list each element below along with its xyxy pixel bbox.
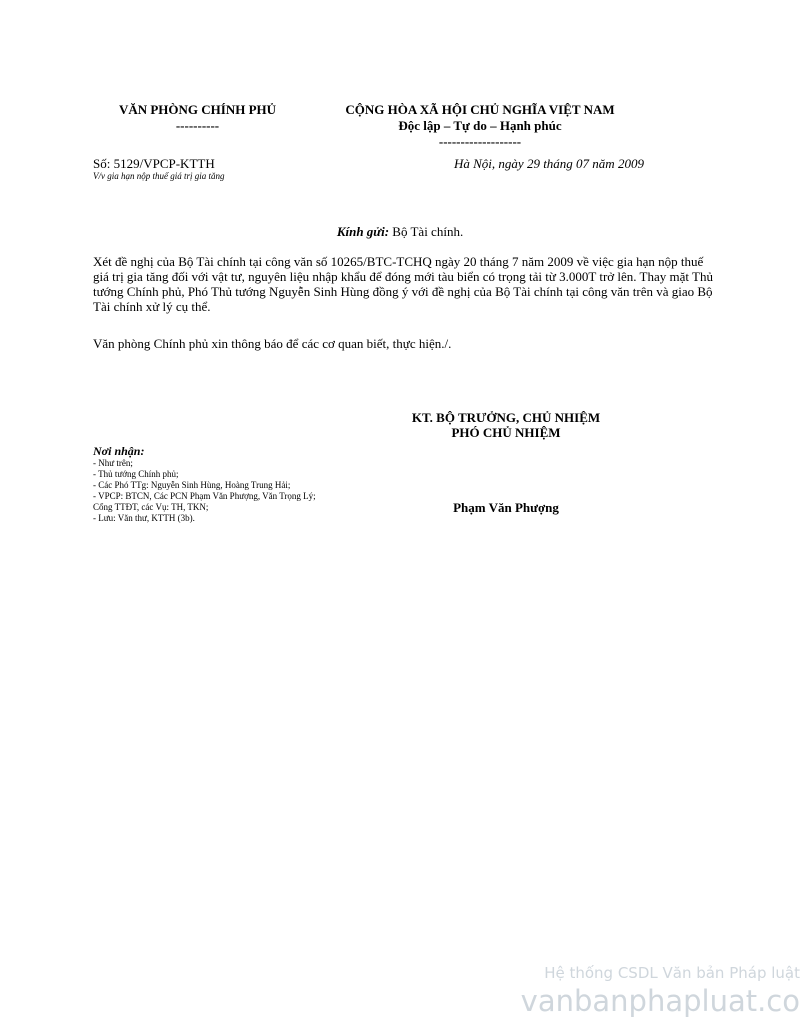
list-item: - Lưu: Văn thư, KTTH (3b). bbox=[93, 513, 195, 523]
watermark-tagline: Hệ thống CSDL Văn bản Pháp luật bbox=[544, 964, 800, 982]
recipient-name: Bộ Tài chính. bbox=[389, 224, 464, 239]
recipient-line bbox=[0, 224, 800, 240]
nation-name: CỘNG HÒA XÃ HỘI CHỦ NGHĨA VIỆT NAM bbox=[345, 102, 615, 117]
list-item: - Các Phó TTg: Nguyễn Sinh Hùng, Hoàng Trung Hải; bbox=[93, 480, 291, 490]
list-item: - VPCP: BTCN, Các PCN Phạm Văn Phượng, Văn Trọng Lý; bbox=[93, 491, 316, 501]
list-item: - Thủ tướng Chính phủ; bbox=[93, 469, 179, 479]
nation-motto: Độc lập – Tự do – Hạnh phúc bbox=[398, 118, 562, 133]
recipients-list bbox=[93, 444, 316, 524]
signer-name: Phạm Văn Phượng bbox=[453, 500, 559, 515]
signature-title-2: PHÓ CHỦ NHIỆM bbox=[451, 425, 561, 440]
recipients-title: Nơi nhận: bbox=[93, 444, 145, 458]
motto-underline: ------------------- bbox=[438, 134, 522, 149]
agency-underline: ---------- bbox=[175, 118, 220, 133]
document-number: Số: 5129/VPCP-KTTH bbox=[93, 156, 215, 171]
agency-name: VĂN PHÒNG CHÍNH PHỦ bbox=[118, 102, 277, 117]
national-header bbox=[330, 102, 630, 150]
body-paragraph-1: Xét đề nghị của Bộ Tài chính tại công văn số 10265/BTC-TCHQ ngày 20 tháng 7 năm 2009 về việc gia hạn nộp thuế giá trị gia tăng đối với vật tư, nguyên liệu nhập khẩu để đóng mới tàu biển có trọng tải từ 3.000T trở lên. Thay mặt Thủ tướng Chính phủ, Phó Thủ tướng Nguyễn Sinh Hùng đồng ý với đề nghị của Bộ Tài chính tại công văn trên và giao Bộ Tài chính xử lý cụ thể. bbox=[93, 254, 713, 314]
watermark bbox=[521, 963, 800, 1019]
signature-block bbox=[396, 410, 616, 440]
body-paragraph-2: Văn phòng Chính phủ xin thông báo để các cơ quan biết, thực hiện./. bbox=[93, 336, 452, 351]
document-subject: V/v gia hạn nộp thuế giá trị gia tăng bbox=[93, 171, 225, 181]
list-item: Cổng TTĐT, các Vụ: TH, TKN; bbox=[93, 502, 209, 512]
list-item: - Như trên; bbox=[93, 458, 133, 468]
agency-header bbox=[100, 102, 295, 134]
signature-title-1: KT. BỘ TRƯỞNG, CHỦ NHIỆM bbox=[411, 410, 601, 425]
document-date: Hà Nội, ngày 29 tháng 07 năm 2009 bbox=[454, 156, 644, 171]
watermark-site: vanbanphapluat.co bbox=[520, 984, 800, 1018]
recipient-label: Kính gửi: bbox=[336, 224, 390, 239]
